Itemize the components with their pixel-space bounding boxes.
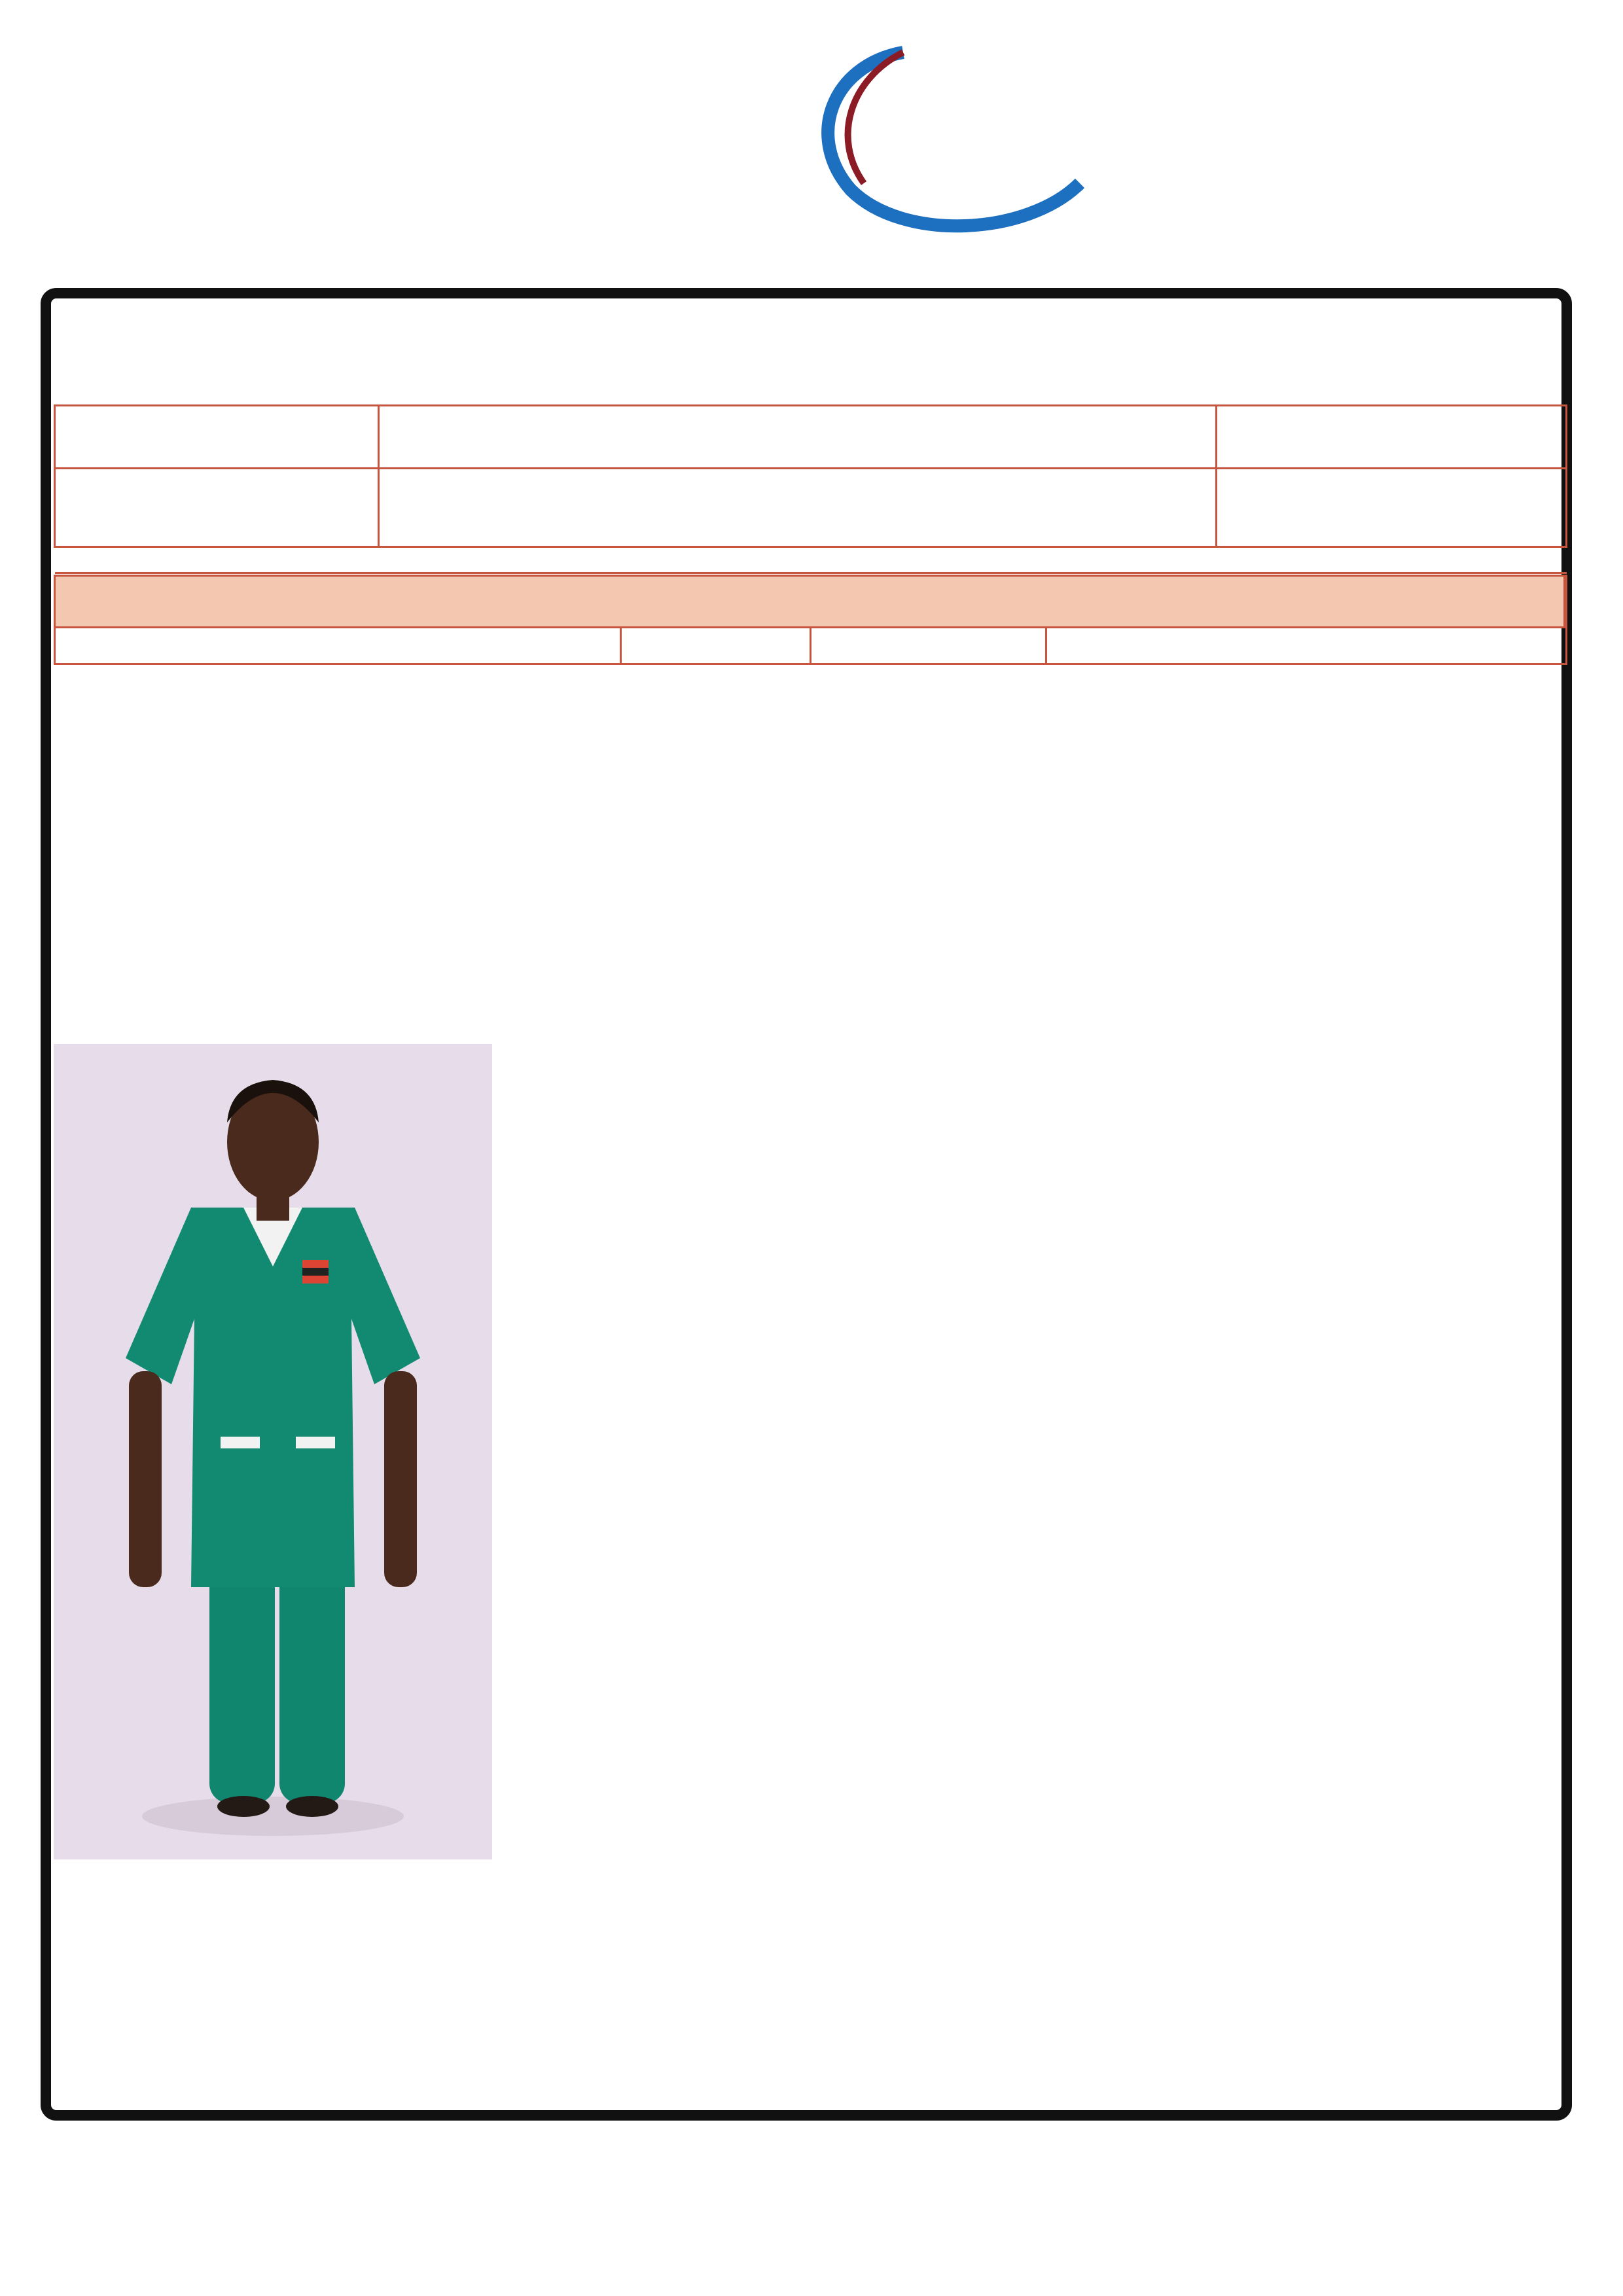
applicant-details-grid	[54, 575, 1565, 628]
detail-row	[55, 625, 1567, 664]
detail-value	[1046, 625, 1567, 664]
detail-label	[811, 625, 1046, 664]
detail-value	[621, 625, 811, 664]
job-applied-label-arabic	[1217, 406, 1567, 469]
applicant-photo	[54, 1044, 492, 1859]
full-name-label	[55, 469, 379, 547]
detail-label	[55, 625, 621, 664]
full-name-value	[379, 469, 1217, 547]
logo-swoosh-icon	[753, 26, 1093, 242]
job-name-table	[54, 404, 1567, 574]
job-applied-value	[379, 406, 1217, 469]
full-name-label-arabic	[1217, 469, 1567, 547]
job-applied-label	[55, 406, 379, 469]
